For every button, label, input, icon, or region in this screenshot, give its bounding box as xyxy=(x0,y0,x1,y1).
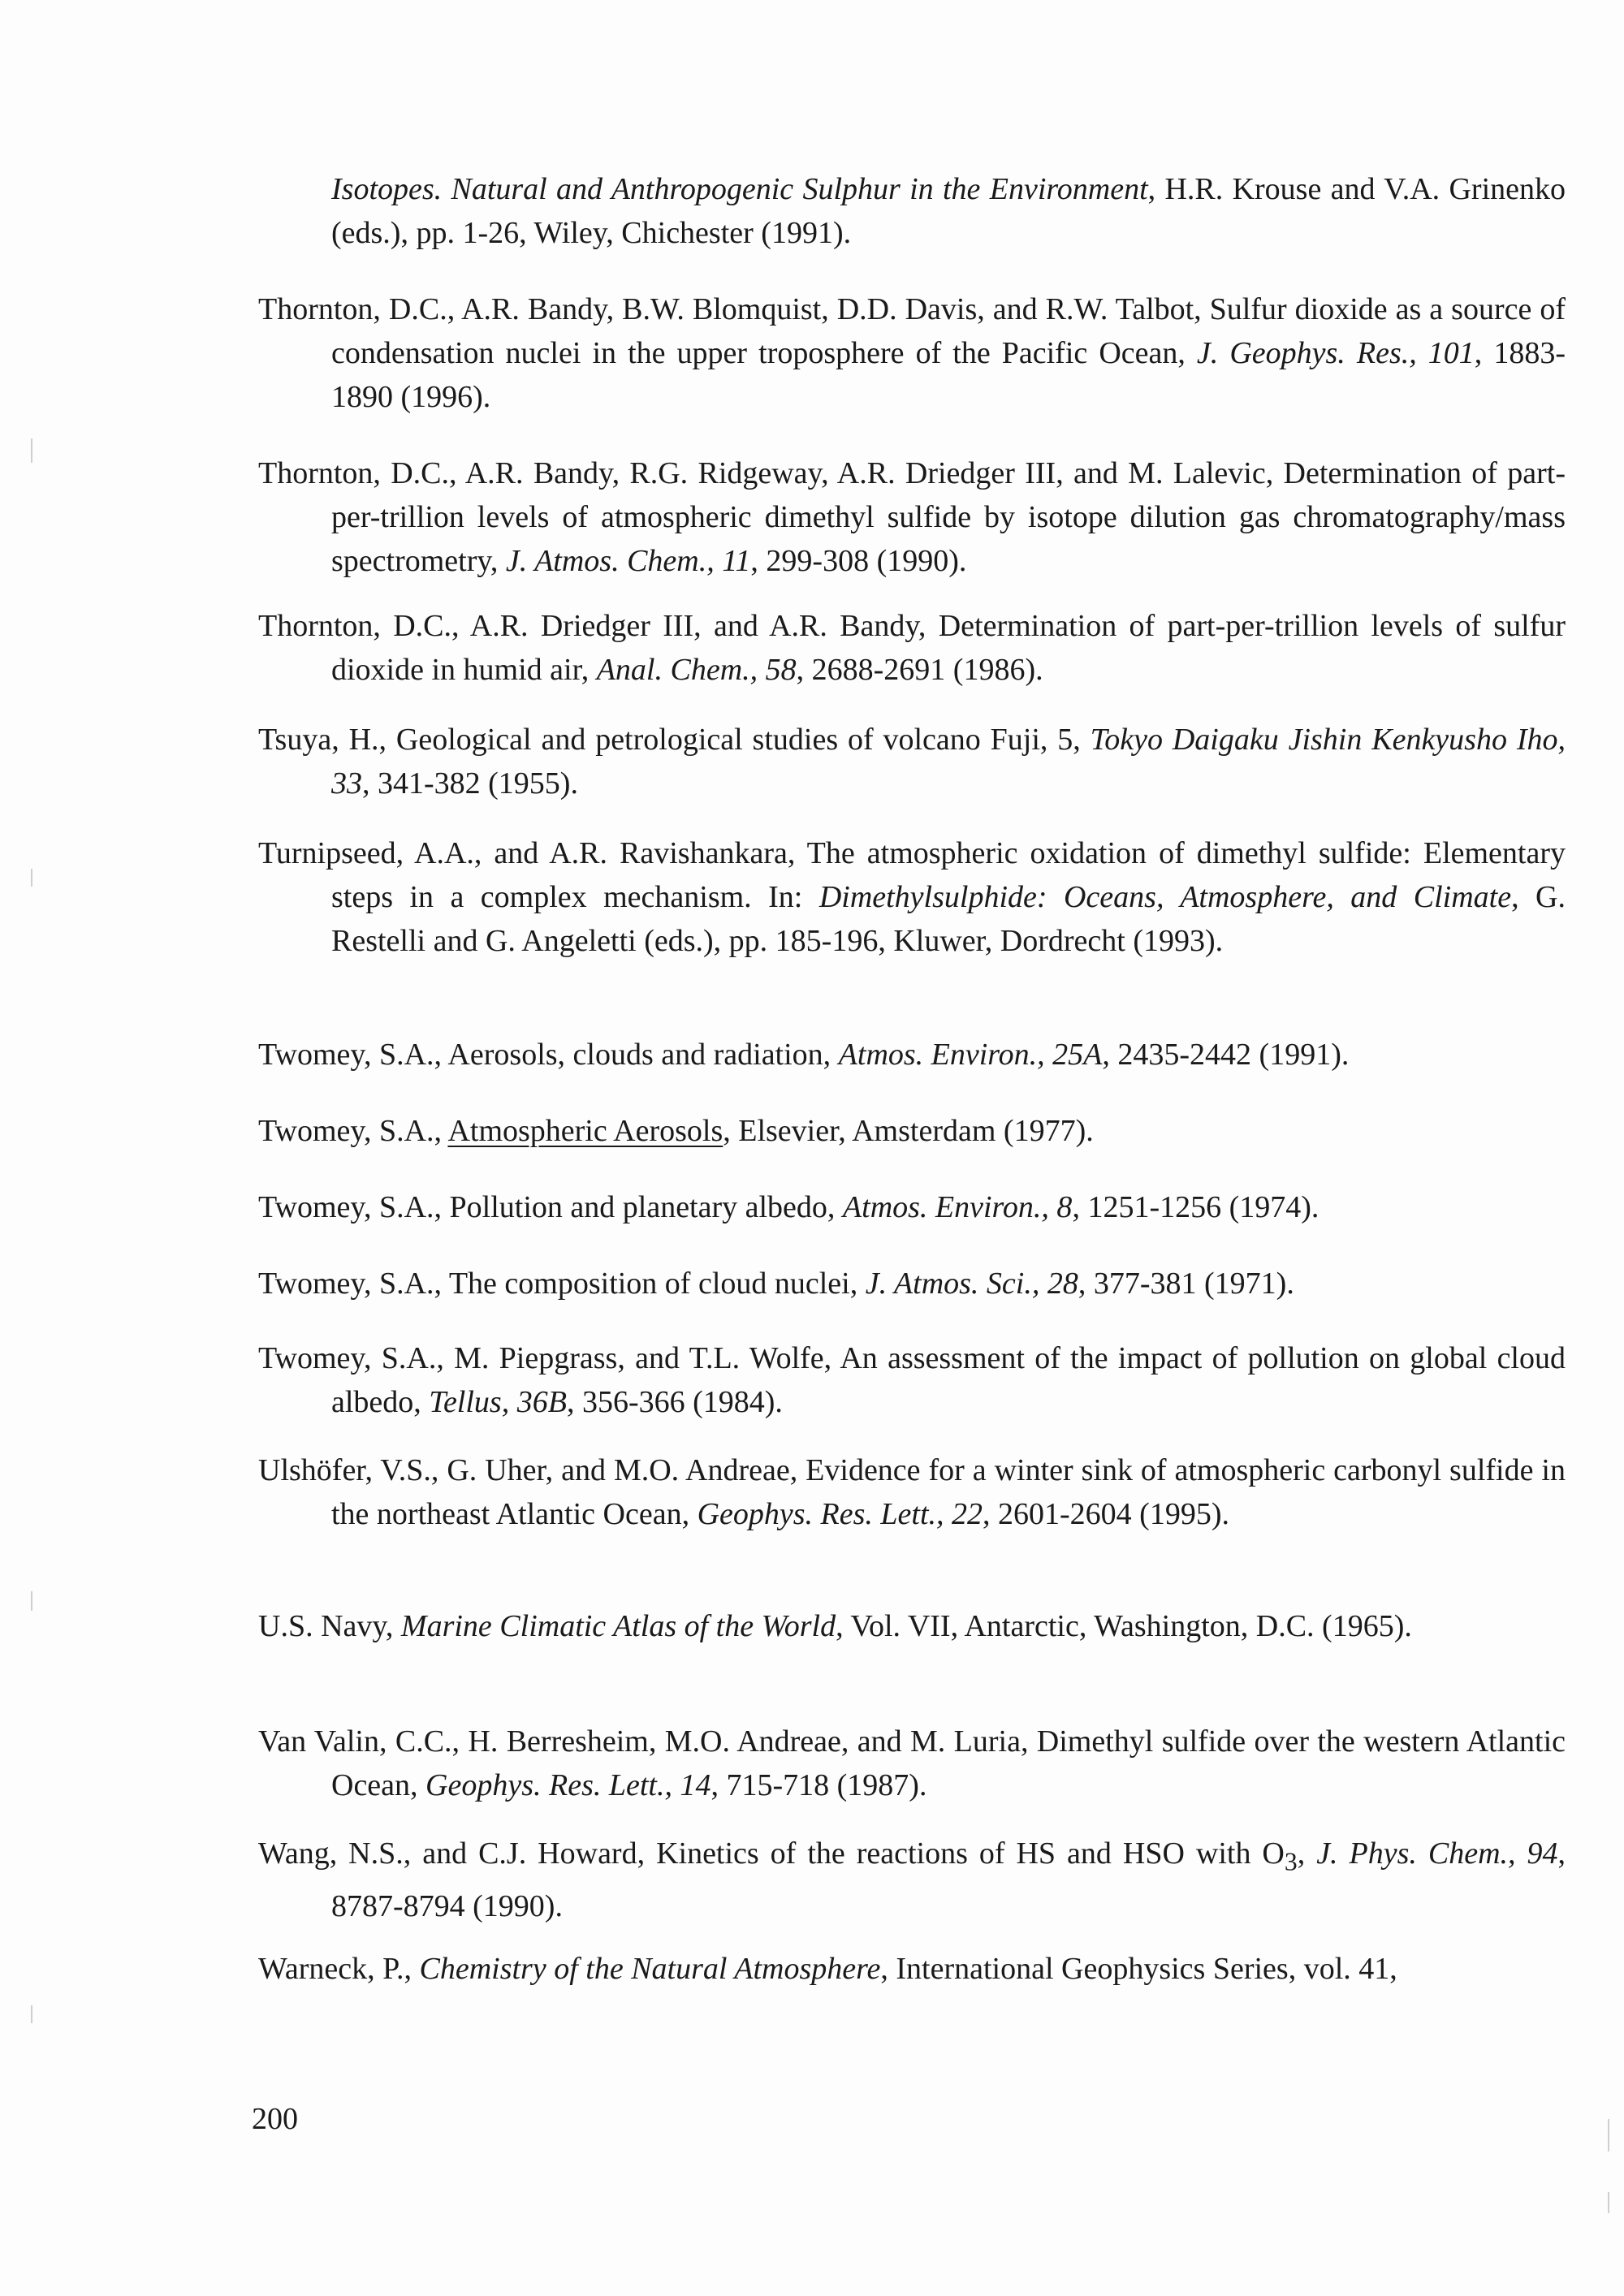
reference-text-run: , Elsevier, Amsterdam (1977). xyxy=(723,1114,1094,1148)
scan-artifact xyxy=(31,2005,32,2023)
reference-italic-run: J. Atmos. Chem., 11 xyxy=(505,544,751,578)
reference-text-run: Twomey, S.A., xyxy=(258,1114,448,1148)
reference-entry xyxy=(258,1109,1566,1153)
scan-artifact xyxy=(31,869,32,887)
reference-italic-run: Isotopes. Natural and Anthropogenic Sulphur in the Environment xyxy=(331,172,1148,206)
reference-text-run: Thornton, D.C., A.R. Driedger III, and A.R. Bandy, Determination of part-per-trillion levels of sulfur dioxide in humid air, xyxy=(258,609,1566,687)
reference-text-run: , 356-366 (1984). xyxy=(566,1385,783,1419)
reference-entry xyxy=(258,718,1566,805)
scan-artifact xyxy=(31,1591,32,1611)
reference-italic-run: Dimethylsulphide: Oceans, Atmosphere, and Climate xyxy=(818,880,1512,914)
reference-text-run: , G. Restelli and G. Angeletti (eds.), pp. 185-196, Kluwer, Dordrecht (1993). xyxy=(331,880,1566,958)
reference-text-run: U.S. Navy, xyxy=(258,1609,401,1643)
reference-subscript: 3 xyxy=(1284,1847,1298,1876)
reference-italic-run: J. Geophys. Res., 101 xyxy=(1196,336,1475,370)
reference-text-run: , 715-718 (1987). xyxy=(710,1768,927,1802)
reference-text-run: , 8787-8794 (1990). xyxy=(331,1836,1566,1923)
reference-text-run: , xyxy=(1297,1836,1317,1871)
reference-text-run: , 2601-2604 (1995). xyxy=(983,1497,1229,1531)
reference-entry xyxy=(258,1720,1566,1807)
reference-entry xyxy=(258,1448,1566,1536)
reference-italic-run: Anal. Chem., 58 xyxy=(596,653,797,687)
reference-text-run: Twomey, S.A., The composition of cloud nuclei, xyxy=(258,1267,866,1301)
reference-text-run: Warneck, P., xyxy=(258,1952,420,1986)
scan-artifact xyxy=(1608,2192,1609,2213)
reference-italic-run: Chemistry of the Natural Atmosphere xyxy=(419,1952,881,1986)
reference-text-run: , 2435-2442 (1991). xyxy=(1102,1038,1350,1072)
reference-italic-run: Atmos. Environ., 25A xyxy=(838,1038,1103,1072)
reference-entry xyxy=(258,287,1566,419)
reference-text-run: Ulshöfer, V.S., G. Uher, and M.O. Andreae, Evidence for a winter sink of atmospheric carbonyl sulfide in the northeast Atlantic Ocean, xyxy=(258,1453,1566,1531)
scan-artifact xyxy=(31,438,32,463)
reference-text-run: Wang, N.S., and C.J. Howard, Kinetics of the reactions of HS and HSO with O xyxy=(258,1836,1285,1871)
reference-entry xyxy=(258,1336,1566,1424)
reference-text-run: Twomey, S.A., M. Piepgrass, and T.L. Wolfe, An assessment of the impact of pollution on global cloud albedo, xyxy=(258,1341,1566,1419)
reference-text-run: Thornton, D.C., A.R. Bandy, R.G. Ridgeway, A.R. Driedger III, and M. Lalevic, Determination of part-per-trillion levels of atmospheric dimethyl sulfide by isotope dilution gas chromatography/mass spectrometry, xyxy=(258,456,1566,578)
reference-italic-run: Geophys. Res. Lett., 14 xyxy=(425,1768,711,1802)
reference-italic-run: Tellus, 36B xyxy=(429,1385,567,1419)
reference-italic-run: J. Phys. Chem., 94 xyxy=(1316,1836,1558,1871)
scan-artifact xyxy=(1608,2119,1609,2151)
reference-entry xyxy=(258,1604,1566,1648)
reference-italic-run: Geophys. Res. Lett., 22 xyxy=(697,1497,983,1531)
reference-text-run: , 1883-1890 (1996). xyxy=(331,336,1566,414)
reference-text-run: , International Geophysics Series, vol. 41, xyxy=(880,1952,1397,1986)
reference-italic-run: Atmos. Environ., 8 xyxy=(842,1190,1073,1224)
reference-text-run: , 2688-2691 (1986). xyxy=(796,653,1043,687)
reference-text-run: Twomey, S.A., Aerosols, clouds and radiation, xyxy=(258,1038,839,1072)
reference-text-run: Thornton, D.C., A.R. Bandy, B.W. Blomquist, D.D. Davis, and R.W. Talbot, Sulfur dioxide as a source of condensation nuclei in the upper troposphere of the Pacific Ocean, xyxy=(258,292,1566,370)
reference-entry xyxy=(258,1262,1566,1306)
reference-text-run: Tsuya, H., Geological and petrological studies of volcano Fuji, 5, xyxy=(258,723,1091,757)
reference-text-run: , 1251-1256 (1974). xyxy=(1072,1190,1320,1224)
reference-entry xyxy=(258,1033,1566,1077)
reference-text-run: Van Valin, C.C., H. Berresheim, M.O. Andreae, and M. Luria, Dimethyl sulfide over the western Atlantic Ocean, xyxy=(258,1724,1566,1802)
reference-text-run: , 377-381 (1971). xyxy=(1078,1267,1294,1301)
reference-text-run: , 299-308 (1990). xyxy=(750,544,967,578)
reference-text-run: , H.R. Krouse and V.A. Grinenko (eds.), pp. 1-26, Wiley, Chichester (1991). xyxy=(331,172,1566,250)
page-number: 200 xyxy=(252,2102,298,2136)
reference-entry xyxy=(258,1832,1566,1928)
reference-entry xyxy=(258,1185,1566,1229)
reference-italic-run: J. Atmos. Sci., 28 xyxy=(865,1267,1078,1301)
reference-entry xyxy=(258,604,1566,692)
reference-entry xyxy=(258,831,1566,963)
reference-underlined-title: Atmospheric Aerosols xyxy=(447,1114,723,1148)
reference-entry xyxy=(258,1947,1566,1991)
reference-text-run: Turnipseed, A.A., and A.R. Ravishankara, The atmospheric oxidation of dimethyl sulfide: Elementary steps in a complex mechanism. In: xyxy=(258,836,1566,914)
reference-entry xyxy=(258,167,1566,255)
reference-italic-run: Marine Climatic Atlas of the World xyxy=(400,1609,836,1643)
reference-italic-run: Tokyo Daigaku Jishin Kenkyusho Iho, 33 xyxy=(331,723,1566,801)
reference-text-run: Twomey, S.A., Pollution and planetary albedo, xyxy=(258,1190,843,1224)
reference-text-run: , 341-382 (1955). xyxy=(362,766,578,801)
reference-entry xyxy=(258,451,1566,583)
reference-text-run: , Vol. VII, Antarctic, Washington, D.C. (1965). xyxy=(836,1609,1412,1643)
